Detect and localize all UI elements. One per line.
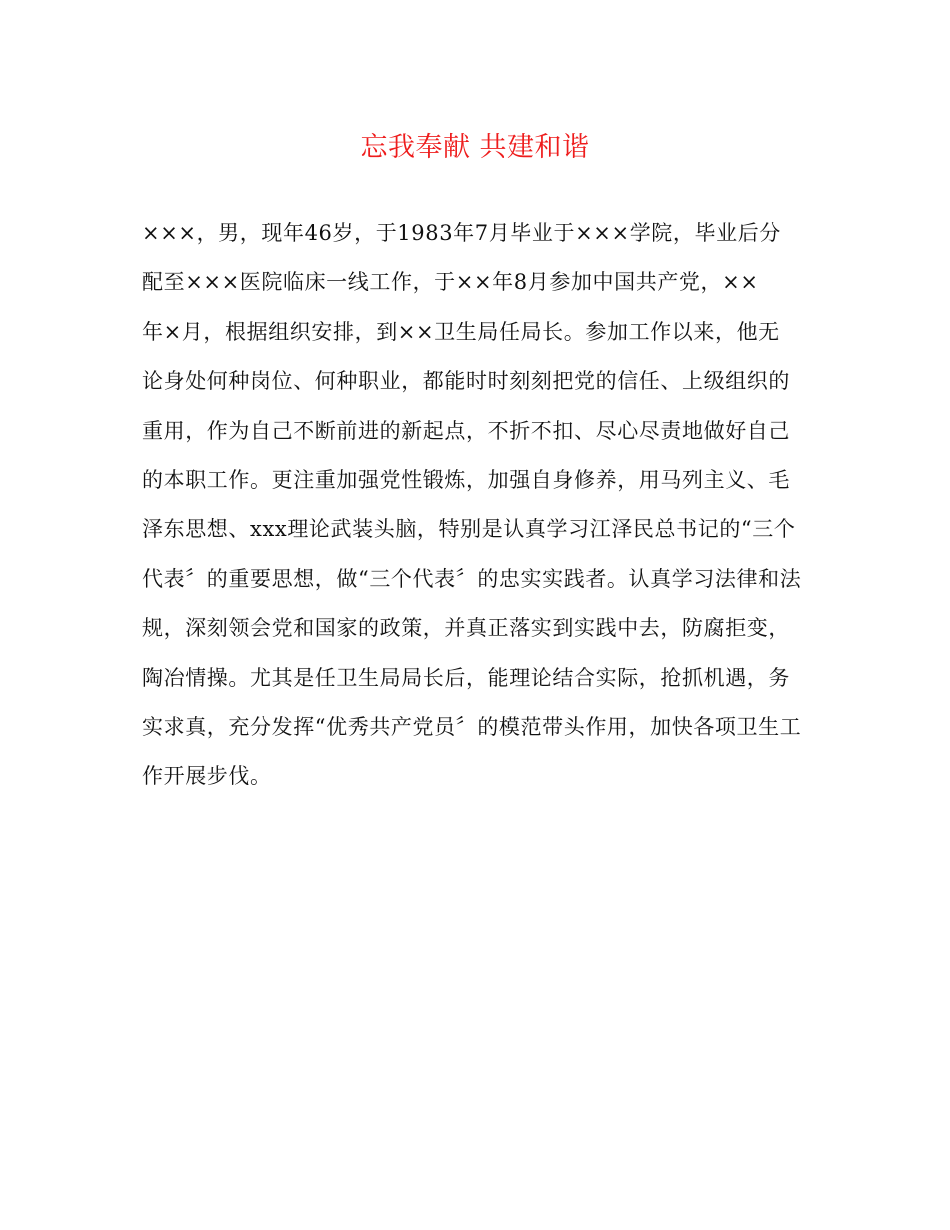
body-line: 泽东思想、xxx理论武装头脑，特别是认真学习江泽民总书记的“三个 <box>142 517 796 542</box>
body-line: 配至×××医院临床一线工作，于××年8月参加中国共产党，×× <box>142 270 759 295</box>
document-body <box>142 215 822 808</box>
body-line: 规，深刻领会党和国家的政策，并真正落实到实践中去，防腐拒变， <box>142 616 790 641</box>
body-line: 代表〞的重要思想，做“三个代表〞的忠实实践者。认真学习法律和法 <box>142 566 802 591</box>
body-line: ×××，男，现年46岁，于1983年7月毕业于×××学院，毕业后分 <box>142 221 781 245</box>
body-line: 年×月，根据组织安排，到××卫生局任局长。参加工作以来，他无 <box>142 319 780 344</box>
document-title: 忘我奉献 共建和谐 <box>360 132 590 163</box>
body-line: 重用，作为自己不断前进的新起点，不折不扣、尽心尽责地做好自己 <box>142 418 790 443</box>
body-line: 的本职工作。更注重加强党性锻炼，加强自身修养，用马列主义、毛 <box>142 467 790 492</box>
body-line: 实求真，充分发挥“优秀共产党员〞的模范带头作用，加快各项卫生工 <box>142 714 802 739</box>
body-line: 陶冶情操。尤其是任卫生局局长后，能理论结合实际，抢抓机遇，务 <box>142 665 790 690</box>
body-line: 作开展步伐。 <box>142 764 272 789</box>
body-line: 论身处何种岗位、何种职业，都能时时刻刻把党的信任、上级组织的 <box>142 369 790 394</box>
